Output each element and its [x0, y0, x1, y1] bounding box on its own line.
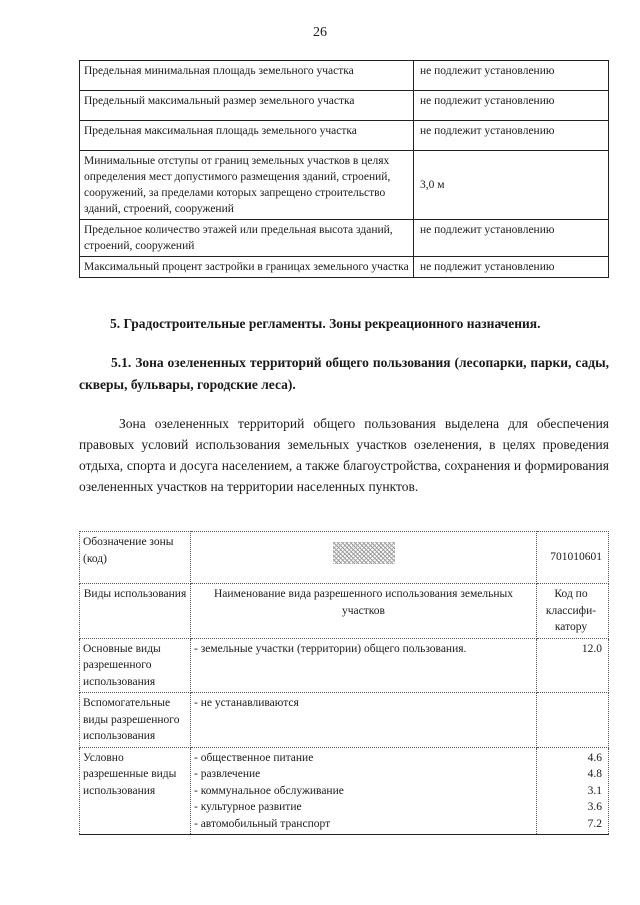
zone-label-cell: Обозначение зоны (код) [80, 532, 191, 584]
value-cell: 3,0 м [414, 151, 609, 220]
code-item: 4.8 [587, 768, 602, 780]
main-uses-label: Основные виды разрешенного использования [80, 638, 191, 693]
param-cell: Предельная минимальная площадь земельного участка [80, 61, 414, 91]
table-row [80, 121, 609, 151]
aux-uses-code [537, 693, 609, 748]
main-uses-code: 12.0 [537, 638, 609, 693]
table-row [80, 584, 609, 639]
zone-hatch-pattern [333, 542, 395, 564]
parameters-table [79, 60, 609, 278]
list-item: - автомобильный транспорт [194, 817, 331, 830]
param-cell: Минимальные отступы от границ земельных участков в целях определения мест допустимого размещения зданий, строений, сооружений, за пределами которых запрещено строительство зданий, строений, сооружений [80, 151, 414, 220]
list-item: - общественное питание [194, 751, 314, 764]
header-col2: Наименование вида разрешенного использования земельных участков [191, 584, 537, 639]
table-row [80, 151, 609, 220]
code-item: 3.6 [587, 801, 602, 813]
table-row [80, 91, 609, 121]
conditional-uses-label: Условно разрешенные виды использования [80, 747, 191, 835]
table-row [80, 693, 609, 748]
header-col3: Код по классифи-катору [537, 584, 609, 639]
param-cell: Предельное количество этажей или предельная высота зданий, строений, сооружений [80, 220, 414, 257]
main-uses-item: - земельные участки (территории) общего пользования. [191, 638, 537, 693]
value-cell: не подлежит установлению [414, 61, 609, 91]
table-row [80, 257, 609, 278]
value-cell: не подлежит установлению [414, 257, 609, 278]
param-cell: Максимальный процент застройки в границах земельного участка [80, 257, 414, 278]
header-col1: Виды использования [80, 584, 191, 639]
value-cell: не подлежит установлению [414, 91, 609, 121]
zone-table [79, 531, 609, 835]
zone-pattern-cell [191, 532, 537, 584]
conditional-uses-items [191, 747, 537, 835]
table-row [80, 747, 609, 835]
table-row [80, 532, 609, 584]
value-cell: не подлежит установлению [414, 220, 609, 257]
conditional-uses-codes [537, 747, 609, 835]
param-cell: Предельная максимальная площадь земельного участка [80, 121, 414, 151]
section-5-heading: 5. Градостроительные регламенты. Зоны рекреационного назначения. [110, 316, 541, 331]
page-number: 26 [313, 25, 327, 40]
code-item: 3.1 [587, 784, 602, 797]
section-5-1-paragraph: Зона озелененных территорий общего пользования выделена для обеспечения правовых условий использования земельных участков озеленения, в целях проведения отдыха, спорта и досуга населением, а также благоустройства, сохранения и формирования озелененных участков на территории населенных пунктов. [79, 416, 609, 494]
zone-code-cell: 701010601 [537, 532, 609, 584]
table-row [80, 220, 609, 257]
list-item: - развлечение [194, 768, 261, 780]
aux-uses-label: Вспомогательные виды разрешенного использования [80, 693, 191, 748]
section-5-1-heading: 5.1. Зона озелененных территорий общего пользования (лесопарки, парки, сады, скверы, бульвары, городские леса). [79, 355, 609, 392]
table-row [80, 61, 609, 91]
aux-uses-item: - не устанавливаются [191, 693, 537, 748]
code-item: 4.6 [587, 751, 602, 764]
param-cell: Предельный максимальный размер земельного участка [80, 91, 414, 121]
value-cell: не подлежит установлению [414, 121, 609, 151]
list-item: - коммунальное обслуживание [194, 784, 344, 797]
code-item: 7.2 [587, 817, 602, 830]
table-row [80, 638, 609, 693]
list-item: - культурное развитие [194, 801, 302, 813]
